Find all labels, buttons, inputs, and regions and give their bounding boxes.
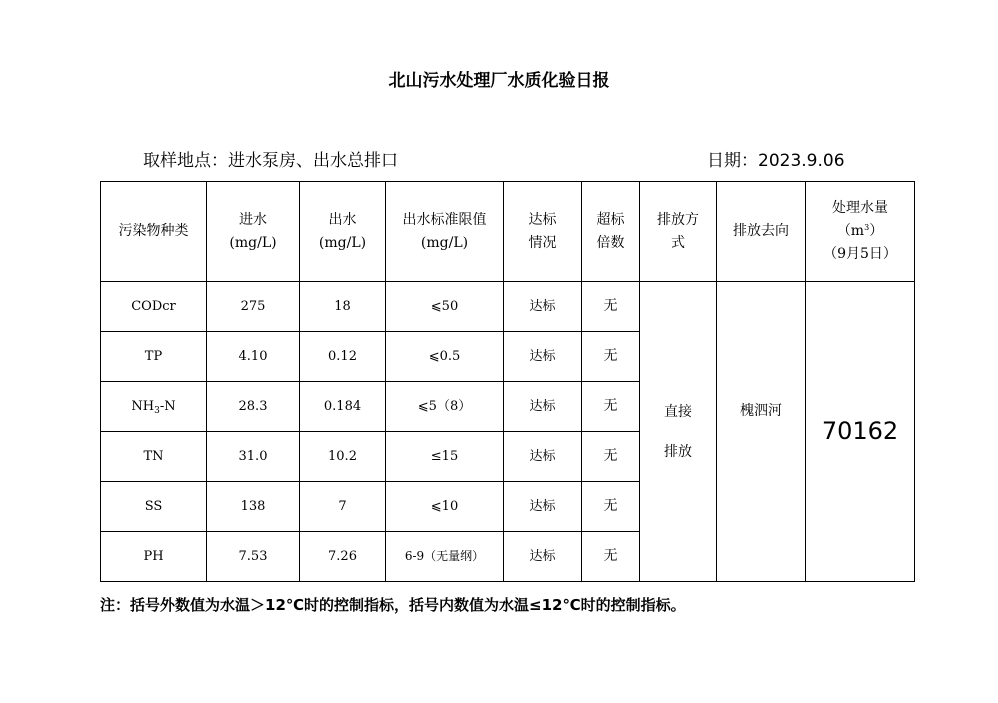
exceed-value: 无	[582, 332, 640, 382]
report-title: 北山污水处理厂水质化验日报	[388, 71, 610, 91]
sampling-location: 取样地点：进水泵房、出水总排口	[143, 151, 398, 171]
pollutant-name: SS	[101, 482, 207, 532]
header-inflow: 进水 (mg/L)	[207, 182, 300, 282]
inflow-value: 4.10	[207, 332, 300, 382]
header-compliance: 达标 情况	[504, 182, 582, 282]
header-row	[101, 182, 915, 282]
water-quality-table	[100, 181, 915, 582]
exceed-value: 无	[582, 482, 640, 532]
pollutant-name: CODcr	[101, 282, 207, 332]
inflow-value: 31.0	[207, 432, 300, 482]
discharge-method: 直接 排放	[640, 282, 717, 582]
pollutant-name: TP	[101, 332, 207, 382]
limit-value: ⩽10	[386, 482, 504, 532]
inflow-value: 275	[207, 282, 300, 332]
header-discharge-method: 排放方 式	[640, 182, 717, 282]
pollutant-name: TN	[101, 432, 207, 482]
limit-value: ⩽0.5	[386, 332, 504, 382]
limit-value: ⩽5（8）	[386, 382, 504, 432]
discharge-direction: 槐泗河	[717, 282, 806, 582]
outflow-value: 18	[300, 282, 386, 332]
header-volume: 处理水量 $(m^3)$ （9月5日）	[806, 182, 915, 282]
status-value: 达标	[504, 332, 582, 382]
header-limit: 出水标准限值 (mg/L)	[386, 182, 504, 282]
outflow-value: 0.12	[300, 332, 386, 382]
report-date: 日期：2023.9.06	[707, 151, 845, 171]
outflow-value: 10.2	[300, 432, 386, 482]
limit-value: 6-9（无量纲）	[386, 532, 504, 582]
header-outflow: 出水 (mg/L)	[300, 182, 386, 282]
exceed-value: 无	[582, 282, 640, 332]
outflow-value: 7	[300, 482, 386, 532]
status-value: 达标	[504, 432, 582, 482]
limit-value: ≤15	[386, 432, 504, 482]
inflow-value: 138	[207, 482, 300, 532]
outflow-value: 7.26	[300, 532, 386, 582]
header-pollutant: 污染物种类	[101, 182, 207, 282]
exceed-value: 无	[582, 432, 640, 482]
status-value: 达标	[504, 532, 582, 582]
header-exceed: 超标 倍数	[582, 182, 640, 282]
limit-value: ⩽50	[386, 282, 504, 332]
status-value: 达标	[504, 382, 582, 432]
inflow-value: 7.53	[207, 532, 300, 582]
status-value: 达标	[504, 282, 582, 332]
table-row	[101, 282, 915, 332]
status-value: 达标	[504, 482, 582, 532]
pollutant-name: $NH_3-N$	[101, 382, 207, 432]
inflow-value: 28.3	[207, 382, 300, 432]
exceed-value: 无	[582, 532, 640, 582]
header-discharge-direction: 排放去向	[717, 182, 806, 282]
exceed-value: 无	[582, 382, 640, 432]
footnote: 注：括号外数值为水温＞12℃时的控制指标，括号内数值为水温≤12℃时的控制指标。	[100, 596, 686, 614]
outflow-value: 0.184	[300, 382, 386, 432]
treated-volume: 70162	[806, 282, 915, 582]
pollutant-name: PH	[101, 532, 207, 582]
